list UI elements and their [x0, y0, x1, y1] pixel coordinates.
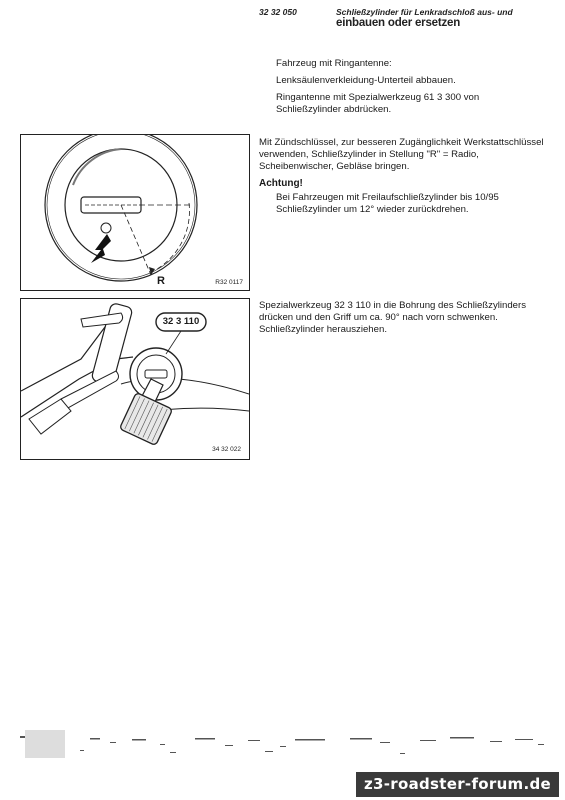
document-title-line2: einbauen oder ersetzen [336, 17, 461, 29]
document-title [336, 7, 556, 29]
scan-noise-decoration [20, 730, 550, 760]
watermark-banner: z3-roadster-forum.de [356, 772, 559, 797]
paragraph: Spezialwerkzeug 32 3 110 in die Bohrung des Schließzylinders drücken und den Griff um ca. 90° nach vorn schwenken. Schließzylinder herausziehen. [259, 300, 527, 335]
position-label-r: R [157, 275, 165, 287]
warning-text: Bei Fahrzeugen mit Freilaufschließzylinder bis 10/95 Schließzylinder um 12° wieder zurückdrehen. [276, 192, 499, 215]
figure-special-tool [20, 298, 250, 460]
warning-label: Achtung! [259, 178, 303, 189]
figure-reference: 34 32 022 [212, 446, 241, 453]
paragraph: Mit Zündschlüssel, zur besseren Zugänglichkeit Werkstattschlüssel verwenden, Schließzylinder in Stellung "R" = Radio, Scheibenwischer, Gebläse bringen. [259, 137, 544, 172]
figure-lock-cylinder-position [20, 134, 250, 291]
lock-cylinder-drawing [21, 135, 249, 290]
paragraph: Lenksäulenverkleidung-Unterteil abbauen. [276, 75, 456, 86]
figure-reference: R32 0117 [215, 279, 243, 286]
special-tool-drawing [21, 299, 249, 459]
section-remove-cylinder [259, 300, 549, 336]
section-turn-cylinder [259, 137, 549, 216]
document-title-line1: Schließzylinder für Lenkradschloß aus- und [336, 7, 513, 17]
paragraph: Ringantenne mit Spezialwerkzeug 61 3 300 von Schließzylinder abdrücken. [276, 92, 480, 115]
section-ring-antenna [276, 58, 546, 121]
paragraph: Fahrzeug mit Ringantenne: [276, 58, 392, 69]
document-code: 32 32 050 [259, 7, 297, 17]
tool-number-label: 32 3 110 [162, 316, 200, 327]
